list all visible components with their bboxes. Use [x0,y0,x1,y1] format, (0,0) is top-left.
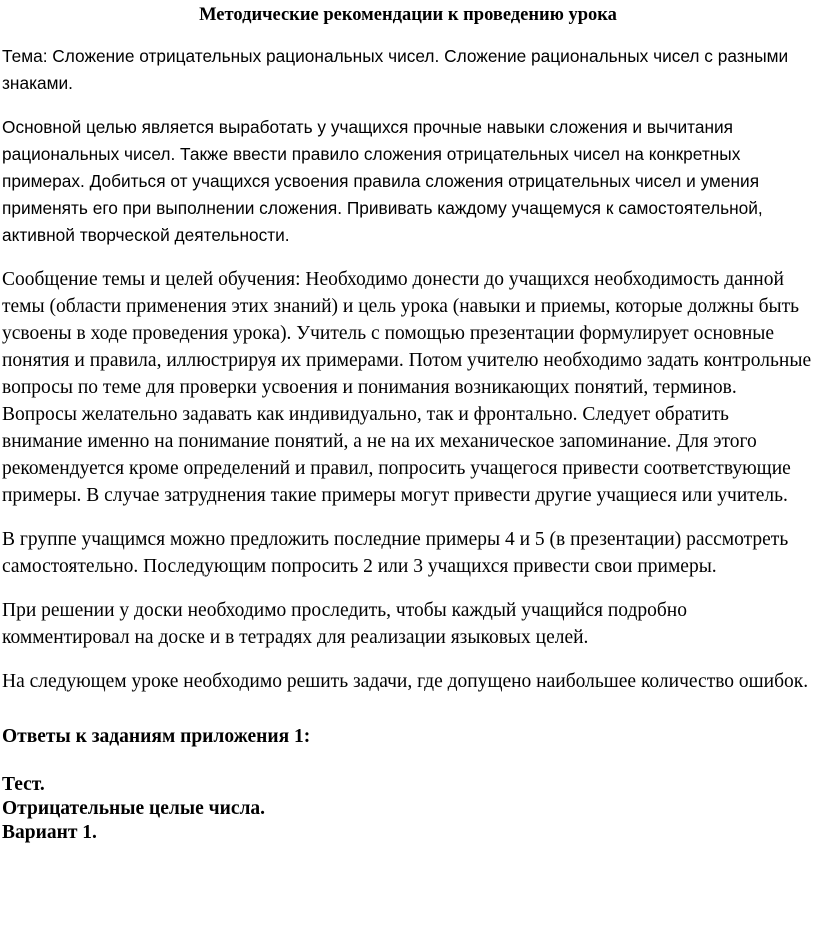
answers-heading: Ответы к заданиям приложения 1: [2,726,311,747]
document-title: Методические рекомендации к проведению урока [199,5,617,25]
goal-paragraph: Основной целью является выработать у учащихся прочные навыки сложения и вычитания рациональных чисел. Также ввести правило сложения отрицательных чисел на конкретных примерах. Добиться от учащихся усвоения правила сложения отрицательных чисел и умения применять его при выполнении сложения. Прививать каждому учащемуся к самостоятельной, активной творческой деятельности. [2,117,763,245]
communication-paragraph: Сообщение темы и целей обучения: Необходимо донести до учащихся необходимость данной темы (области применения этих знаний) и цель урока (навыки и приемы, которые должны быть усвоены в ходе проведения урока). Учитель с помощью презентации формулирует основные понятия и правила, иллюстрируя их примерами. Потом учителю необходимо задать контрольные вопросы по теме для проверки усвоения и понимания возникающих понятий, терминов. Вопросы желательно задавать как индивидуально, так и фронтально. Следует обратить внимание именно на понимание понятий, а не на их механическое запоминание. Для этого рекомендуется кроме определений и правил, попросить учащегося привести соответствующие примеры. В случае затруднения такие примеры могут привести другие учащиеся или учитель. [2,269,812,506]
variant-heading: Вариант 1. [2,822,97,843]
test-subtitle: Отрицательные целые числа. [2,798,266,819]
answers-section [2,725,814,845]
topic-paragraph: Тема: Сложение отрицательных рациональных чисел. Сложение рациональных чисел с разными знаками. [2,46,789,93]
board-work-paragraph: При решении у доски необходимо проследить, чтобы каждый учащийся подробно комментировал на доске и в тетрадях для реализации языковых целей. [2,600,687,648]
group-work-paragraph: В группе учащимся можно предложить последние примеры 4 и 5 (в презентации) рассмотреть самостоятельно. Последующим попросить 2 или 3 учащихся привести свои примеры. [2,529,789,577]
next-lesson-paragraph: На следующем уроке необходимо решить задачи, где допущено наибольшее количество ошибок. [2,671,809,692]
section-spacer [2,749,814,773]
test-heading: Тест. [2,774,45,795]
